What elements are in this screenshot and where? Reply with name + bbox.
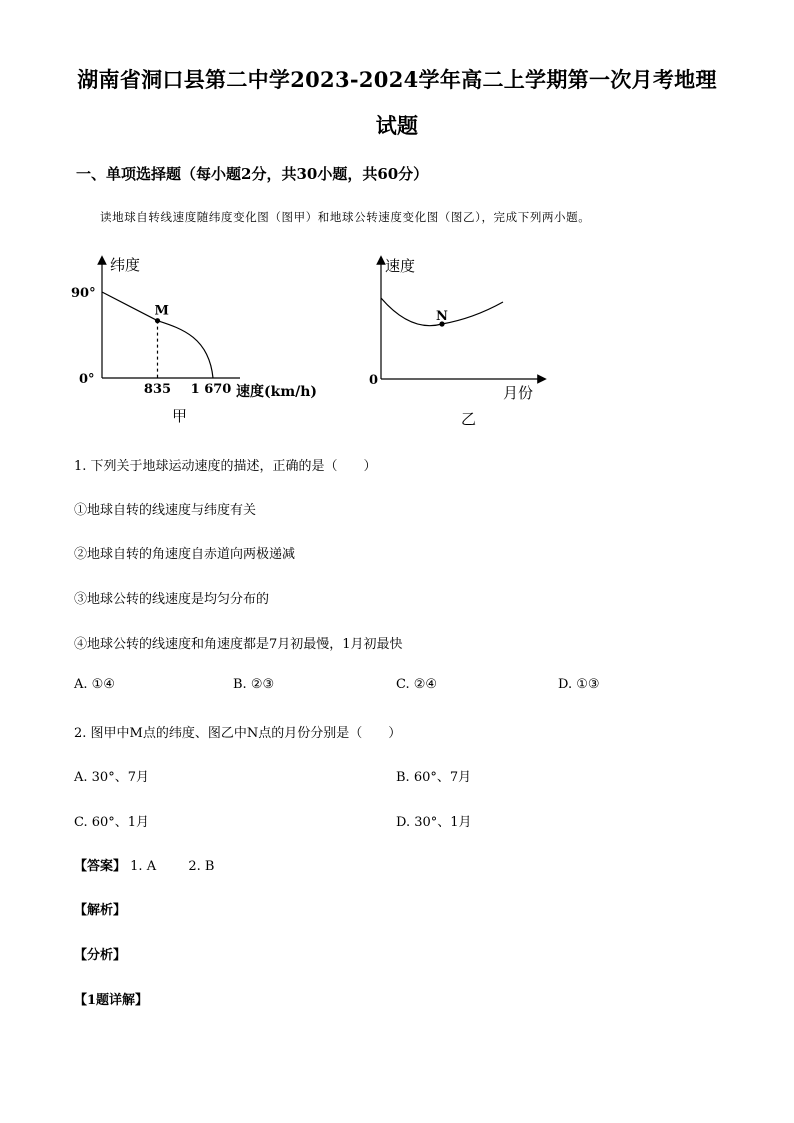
q1-option-a[interactable]: A. ①④: [74, 677, 115, 692]
q1-option-b[interactable]: B. ②③: [233, 677, 275, 692]
yi-ylabel: 速度: [385, 257, 416, 275]
jia-xtick-1670: 1 670: [190, 382, 232, 397]
figure-yi-caption: 乙: [461, 410, 477, 428]
yi-xlabel: 月份: [503, 384, 534, 402]
q1-option-c[interactable]: C. ②④: [396, 677, 438, 692]
detail-1-label: 【1题详解】: [74, 993, 149, 1008]
answer-1: 1. A: [130, 859, 157, 874]
q2-option-c[interactable]: C. 60°、1月: [74, 815, 150, 830]
jia-ylabel: 纬度: [110, 256, 141, 274]
jia-ytick-0: 0°: [79, 372, 95, 387]
q2-stem: 2. 图甲中M点的纬度、图乙中N点的月份分别是（ ）: [74, 726, 402, 741]
jiexi-label: 【解析】: [74, 903, 127, 918]
fenxi-label: 【分析】: [74, 948, 127, 963]
q1-item-4: ④地球公转的线速度和角速度都是7月初最慢，1月初最快: [74, 637, 403, 652]
q1-item-2: ②地球自转的角速度自赤道向两极递减: [74, 547, 296, 562]
answer-label: 【答案】: [74, 859, 127, 874]
q1-stem: 1. 下列关于地球运动速度的描述，正确的是（ ）: [74, 459, 377, 474]
jia-ytick-90: 90°: [71, 286, 96, 301]
answer-2: 2. B: [188, 859, 215, 874]
q1-item-3: ③地球公转的线速度是均匀分布的: [74, 592, 270, 607]
point-n-label: N: [436, 309, 448, 324]
section-header: 一、单项选择题（每小题2分，共30小题，共60分）: [76, 165, 429, 183]
page-title-line2: 试题: [375, 113, 419, 138]
jia-xlabel: 速度(km/h): [236, 384, 318, 400]
answer-row: [74, 855, 214, 874]
point-m-label: M: [154, 303, 169, 319]
q2-option-a[interactable]: A. 30°、7月: [74, 770, 149, 785]
figure-jia-caption: 甲: [172, 407, 188, 425]
jia-xtick-835: 835: [143, 382, 172, 397]
figure-yi: [360, 250, 560, 410]
q1-option-d[interactable]: D. ①③: [558, 677, 600, 692]
q2-option-b[interactable]: B. 60°、7月: [396, 770, 472, 785]
q1-item-1: ①地球自转的线速度与纬度有关: [74, 503, 257, 518]
intro-text: 读地球自转线速度随纬度变化图（图甲）和地球公转速度变化图（图乙），完成下列两小题。: [100, 210, 591, 224]
q2-option-d[interactable]: D. 30°、1月: [396, 815, 472, 830]
figure-jia: [70, 250, 350, 430]
page-title-line1: 湖南省洞口县第二中学2023-2024学年高二上学期第一次月考地理: [77, 67, 717, 92]
yi-origin: 0: [369, 373, 379, 388]
point-m: [155, 318, 160, 323]
